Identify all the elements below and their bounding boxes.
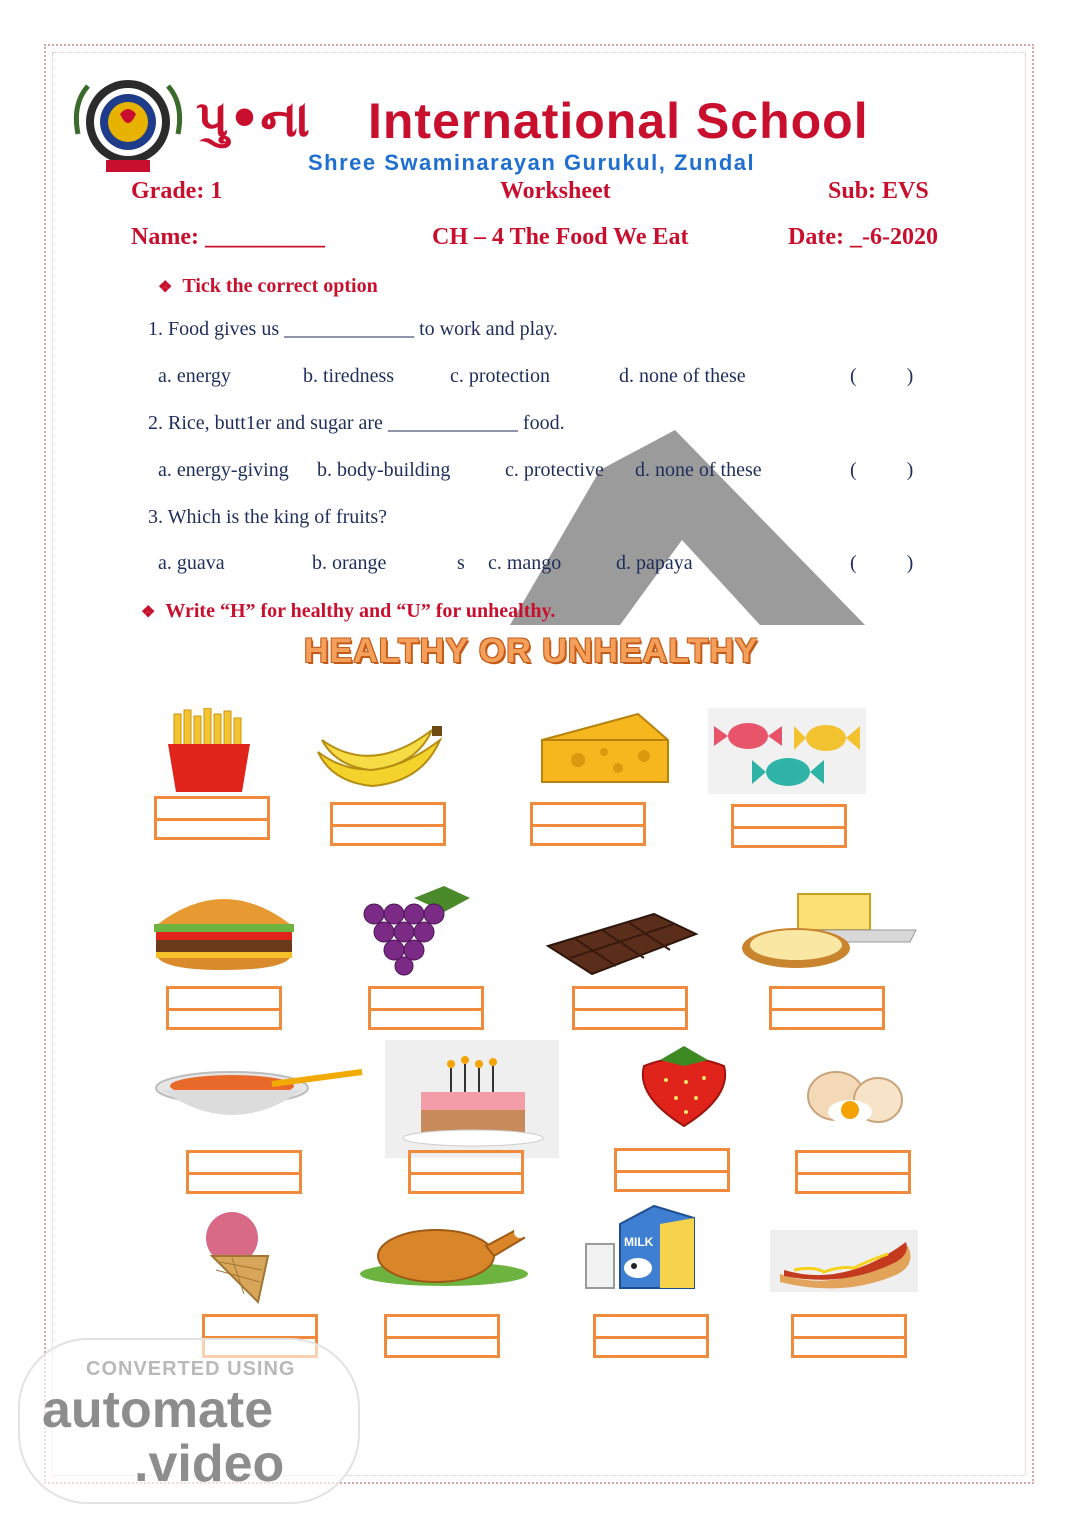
q2-option-c: c. protective — [505, 459, 604, 481]
chocolate-icon — [544, 910, 700, 976]
question-1: 1. Food gives us _____________ to work and play. — [148, 318, 558, 340]
q3-option-c: c. mango — [488, 552, 562, 574]
q1-answer-bracket: ( ) — [850, 365, 914, 387]
answer-box-grapes[interactable] — [368, 986, 484, 1030]
q2-answer-bracket: ( ) — [850, 459, 914, 481]
roast-chicken-icon — [356, 1216, 532, 1288]
watermark-line2: automate — [42, 1381, 274, 1439]
burger-icon — [150, 888, 298, 970]
cake-icon — [385, 1040, 559, 1158]
question-2: 2. Rice, butt1er and sugar are _____________ food. — [148, 412, 565, 434]
milk-icon — [584, 1204, 708, 1292]
q3-stray-s: s — [457, 552, 465, 574]
answer-box-roast-chicken[interactable] — [384, 1314, 500, 1358]
section1-heading: ❖ Tick the correct option — [158, 275, 378, 297]
answer-box-french-fries[interactable] — [154, 796, 270, 840]
watermark-line3-text: .video — [134, 1435, 285, 1493]
q2-option-d: d. none of these — [635, 459, 762, 481]
strawberry-icon — [632, 1036, 736, 1128]
school-name: International School — [368, 93, 869, 149]
french-fries-icon — [162, 708, 256, 794]
candies-icon — [708, 708, 866, 794]
q2-option-b: b. body-building — [317, 459, 451, 481]
q3-option-d: d. papaya — [616, 552, 693, 574]
svg-text:MILK: MILK — [624, 1235, 654, 1249]
answer-box-strawberry[interactable] — [614, 1148, 730, 1192]
date-field: Date: _-6-2020 — [788, 224, 938, 250]
question-3: 3. Which is the king of fruits? — [148, 506, 388, 528]
answer-box-bread-butter[interactable] — [769, 986, 885, 1030]
q3-answer-bracket: ( ) — [850, 552, 914, 574]
answer-box-eggs[interactable] — [795, 1150, 911, 1194]
answer-box-burger[interactable] — [166, 986, 282, 1030]
healthy-unhealthy-banner: HEALTHY OR UNHEALTHY — [304, 632, 759, 670]
q2-option-a: a. energy-giving — [158, 459, 289, 481]
watermark-line3 — [134, 1434, 284, 1494]
answer-box-candies[interactable] — [731, 804, 847, 848]
diamond-bullet-icon: ❖ — [141, 604, 156, 621]
section2-heading: ❖ Write “H” for healthy and “U” for unhealthy. — [141, 600, 556, 622]
answer-box-milk[interactable] — [593, 1314, 709, 1358]
answer-box-soup[interactable] — [186, 1150, 302, 1194]
watermark-line1: CONVERTED USING — [86, 1358, 296, 1380]
q3-option-b: b. orange — [312, 552, 387, 574]
cheese-icon — [538, 712, 672, 786]
chapter-title: CH – 4 The Food We Eat — [432, 224, 689, 250]
school-logo — [68, 74, 188, 176]
school-subtitle: Shree Swaminarayan Gurukul, Zundal — [308, 150, 756, 175]
grade-label: Grade: 1 — [131, 178, 223, 204]
subject-label: Sub: EVS — [828, 178, 929, 204]
answer-box-hot-dog[interactable] — [791, 1314, 907, 1358]
answer-box-cheese[interactable] — [530, 802, 646, 846]
school-hindi-name: પુ•ના — [196, 90, 310, 148]
diamond-bullet-icon: ❖ — [158, 279, 173, 296]
bread-butter-icon — [740, 890, 920, 972]
grapes-icon — [344, 884, 474, 976]
q1-option-c: c. protection — [450, 365, 550, 387]
answer-box-bananas[interactable] — [330, 802, 446, 846]
q1-option-d: d. none of these — [619, 365, 746, 387]
watermark-badge — [18, 1338, 360, 1504]
answer-box-chocolate[interactable] — [572, 986, 688, 1030]
soup-icon — [152, 1066, 368, 1130]
q1-option-b: b. tiredness — [303, 365, 395, 387]
bananas-icon — [312, 722, 446, 792]
worksheet-label: Worksheet — [500, 178, 611, 204]
eggs-icon — [802, 1066, 906, 1130]
q3-option-a: a. guava — [158, 552, 225, 574]
hot-dog-icon — [770, 1230, 918, 1292]
name-field: Name: __________ — [131, 224, 325, 250]
q1-option-a: a. energy — [158, 365, 231, 387]
answer-box-cake[interactable] — [408, 1150, 524, 1194]
ice-cream-icon — [198, 1210, 280, 1304]
